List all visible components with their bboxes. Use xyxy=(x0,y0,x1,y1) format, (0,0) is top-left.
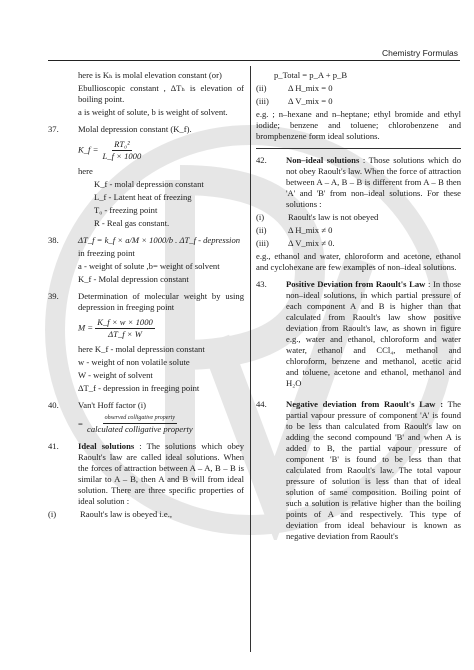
prop-value: Δ V_mix ≠ 0. xyxy=(288,238,335,248)
here-label: here xyxy=(78,166,93,176)
prop-value: Δ H_mix ≠ 0 xyxy=(288,225,333,235)
vant-hoff-equation: = $\frac{\text{observed colligative property}}{\text{calculated colligative property}}$ xyxy=(78,415,193,434)
kb-definition-line1: here is Kₕ is molal elevation constant (or) xyxy=(78,70,222,80)
fraction-numerator: K_f × w × 1000 xyxy=(97,317,153,327)
item-text: : Those solutions which do not obey Raoult's law. When the force of attraction between A – A, B – B is different from A – B then 'A' and 'B' from non–ideal solutions. For these solutions : xyxy=(286,155,462,209)
eq-lhs: K_f = xyxy=(78,144,99,155)
item-text: Molal depression constant (K_f). xyxy=(78,124,192,134)
item-number: 44. xyxy=(256,399,267,409)
fraction-denominator: L_f × 1000 xyxy=(102,151,142,161)
item-41 xyxy=(48,441,244,507)
ideal-prop-ii xyxy=(256,83,461,94)
item-text: in freezing point xyxy=(78,248,135,258)
item-37 xyxy=(48,124,244,135)
fraction-numerator: RT₀² xyxy=(114,139,130,149)
definition-line: L_f - Latent heat of freezing xyxy=(94,192,192,202)
nonideal-prop-iii xyxy=(256,238,461,249)
m-fraction xyxy=(95,317,155,340)
kf-fraction xyxy=(101,139,144,162)
definition-line: W - weight of solvent xyxy=(78,370,153,380)
sub-item-i xyxy=(48,509,244,520)
eq-lhs: M = xyxy=(78,322,94,333)
vant-hoff-fraction xyxy=(85,415,195,435)
p-total-equation: p_Total = p_A + p_B xyxy=(274,70,348,80)
definition-line: ΔT_f - depression in freeging point xyxy=(78,383,200,393)
sub-item-value: Raoult's law is obeyed i.e., xyxy=(80,508,173,519)
left-column xyxy=(48,70,244,522)
item-number: 39. xyxy=(48,291,59,301)
header-rule xyxy=(48,60,460,61)
definition-line: R - Real gas constant. xyxy=(94,218,170,228)
ideal-examples: e.g. ; n–hexane and n–heptane; ethyl bromide and ethyl iodide; benzene and toluene; chlorobenzene and brompbenzene form ideal solutions. xyxy=(256,109,461,141)
nonideal-prop-ii xyxy=(256,225,461,236)
prop-value: Δ H_mix = 0 xyxy=(288,83,333,93)
prop-value: Raoult's law is not obeyed xyxy=(288,212,379,222)
kf-equation xyxy=(48,139,244,162)
item-number: 41. xyxy=(48,440,59,451)
definition-line: T₀ - freezing point xyxy=(94,205,158,215)
kb-definition-line3: a is weight of solute, b is weight of solvent. xyxy=(78,107,228,117)
item-number: 42. xyxy=(256,155,267,165)
section-divider xyxy=(256,148,461,149)
molecular-weight-equation xyxy=(48,317,244,340)
definition-line: K_f - Molal depression constant xyxy=(78,274,189,284)
nonideal-prop-i xyxy=(256,212,461,223)
item-text: : The solutions which obey Raoult's law are called ideal solutions. When the forces of attraction between A – A, B – B is similar to A – B, then A and B will from ideal solution. There are three specific properties of ideal solution : xyxy=(78,440,245,506)
fraction-numerator: observed colligative property xyxy=(103,415,177,424)
delta-tf-equation: ΔT_f = k_f × a/M × 1000/b . ΔT_f - depression xyxy=(78,235,241,245)
definition-line: K_f - molal depression constant xyxy=(94,179,204,189)
page-header-title: Chemistry Formulas xyxy=(381,48,458,58)
item-title: Ideal solutions xyxy=(78,440,135,451)
column-divider xyxy=(250,66,251,652)
item-number: 37. xyxy=(48,124,59,134)
item-42 xyxy=(256,155,461,210)
item-title: Negative deviation from Raoult's Law : xyxy=(286,399,444,409)
sub-item-key: (i) xyxy=(48,508,57,519)
item-number: 43. xyxy=(256,279,267,289)
item-38 xyxy=(48,235,244,246)
item-text: Determination of molecular weight by using depression in freeging point xyxy=(78,291,244,312)
prop-key: (ii) xyxy=(256,83,267,93)
definition-line: a - weight of solute ,b= weight of solvent xyxy=(78,261,220,271)
item-43 xyxy=(256,279,461,389)
prop-key: (iii) xyxy=(256,238,269,248)
item-number: 40. xyxy=(48,400,59,410)
prop-key: (ii) xyxy=(256,225,267,235)
item-title: Non–ideal solutions xyxy=(286,155,360,165)
definition-line: w - weight of non volatile solute xyxy=(78,357,190,367)
item-text: The partial vapour pressure of component 'A' is found to be less than calculated from Raoult's law on adding the second compound 'B' and when A is added to B, the partial vapour pressure of component 'B' is found to be less than that calculated from Raoult's law. The total vapour pressure of solution is less than that of ideal solution of same composition. Boiling point of such a solution is relative higher than the boiling points of A and respectively. This type of deviation from ideal behaviour is known as negative deviation from Raoult's xyxy=(286,399,461,541)
item-text: : In those non–ideal solutions, in which partial pressure of each component A and B is higher than that calculated from Raoult's law show positive deviation from Raoult's law, as shown in figure e.g., water and ethanol, chloroform and water water, ethanol and CCl₄, methanol and chloroform, benzene and methanol, acetic acid and toluene, acetone and ethanol, methanol and H₂O xyxy=(286,279,461,388)
item-39 xyxy=(48,291,244,313)
kb-definition-line2: Ebullioscopic constant , ΔTₕ is elevation of boiling point. xyxy=(78,83,244,104)
ideal-prop-iii xyxy=(256,96,461,107)
right-column xyxy=(256,70,461,544)
item-text: Van't Hoff factor (i) xyxy=(78,400,146,410)
item-44 xyxy=(256,399,461,542)
prop-value: Δ V_mix = 0 xyxy=(288,96,333,106)
item-title: Positive Deviation from Raoult's Law xyxy=(286,279,426,289)
item-40 xyxy=(48,400,244,411)
fraction-denominator: calculated colligative property xyxy=(87,423,193,434)
prop-key: (iii) xyxy=(256,96,269,106)
item-number: 38. xyxy=(48,235,59,245)
definition-line: here K_f - molal depression constant xyxy=(78,344,205,354)
nonideal-examples: e.g., ethanol and water, chloroform and acetone, ethanol and cyclohexane are few examples of non–ideal solutions. xyxy=(256,251,461,272)
prop-key: (i) xyxy=(256,212,265,222)
fraction-denominator: ΔT_f × W xyxy=(108,329,142,339)
